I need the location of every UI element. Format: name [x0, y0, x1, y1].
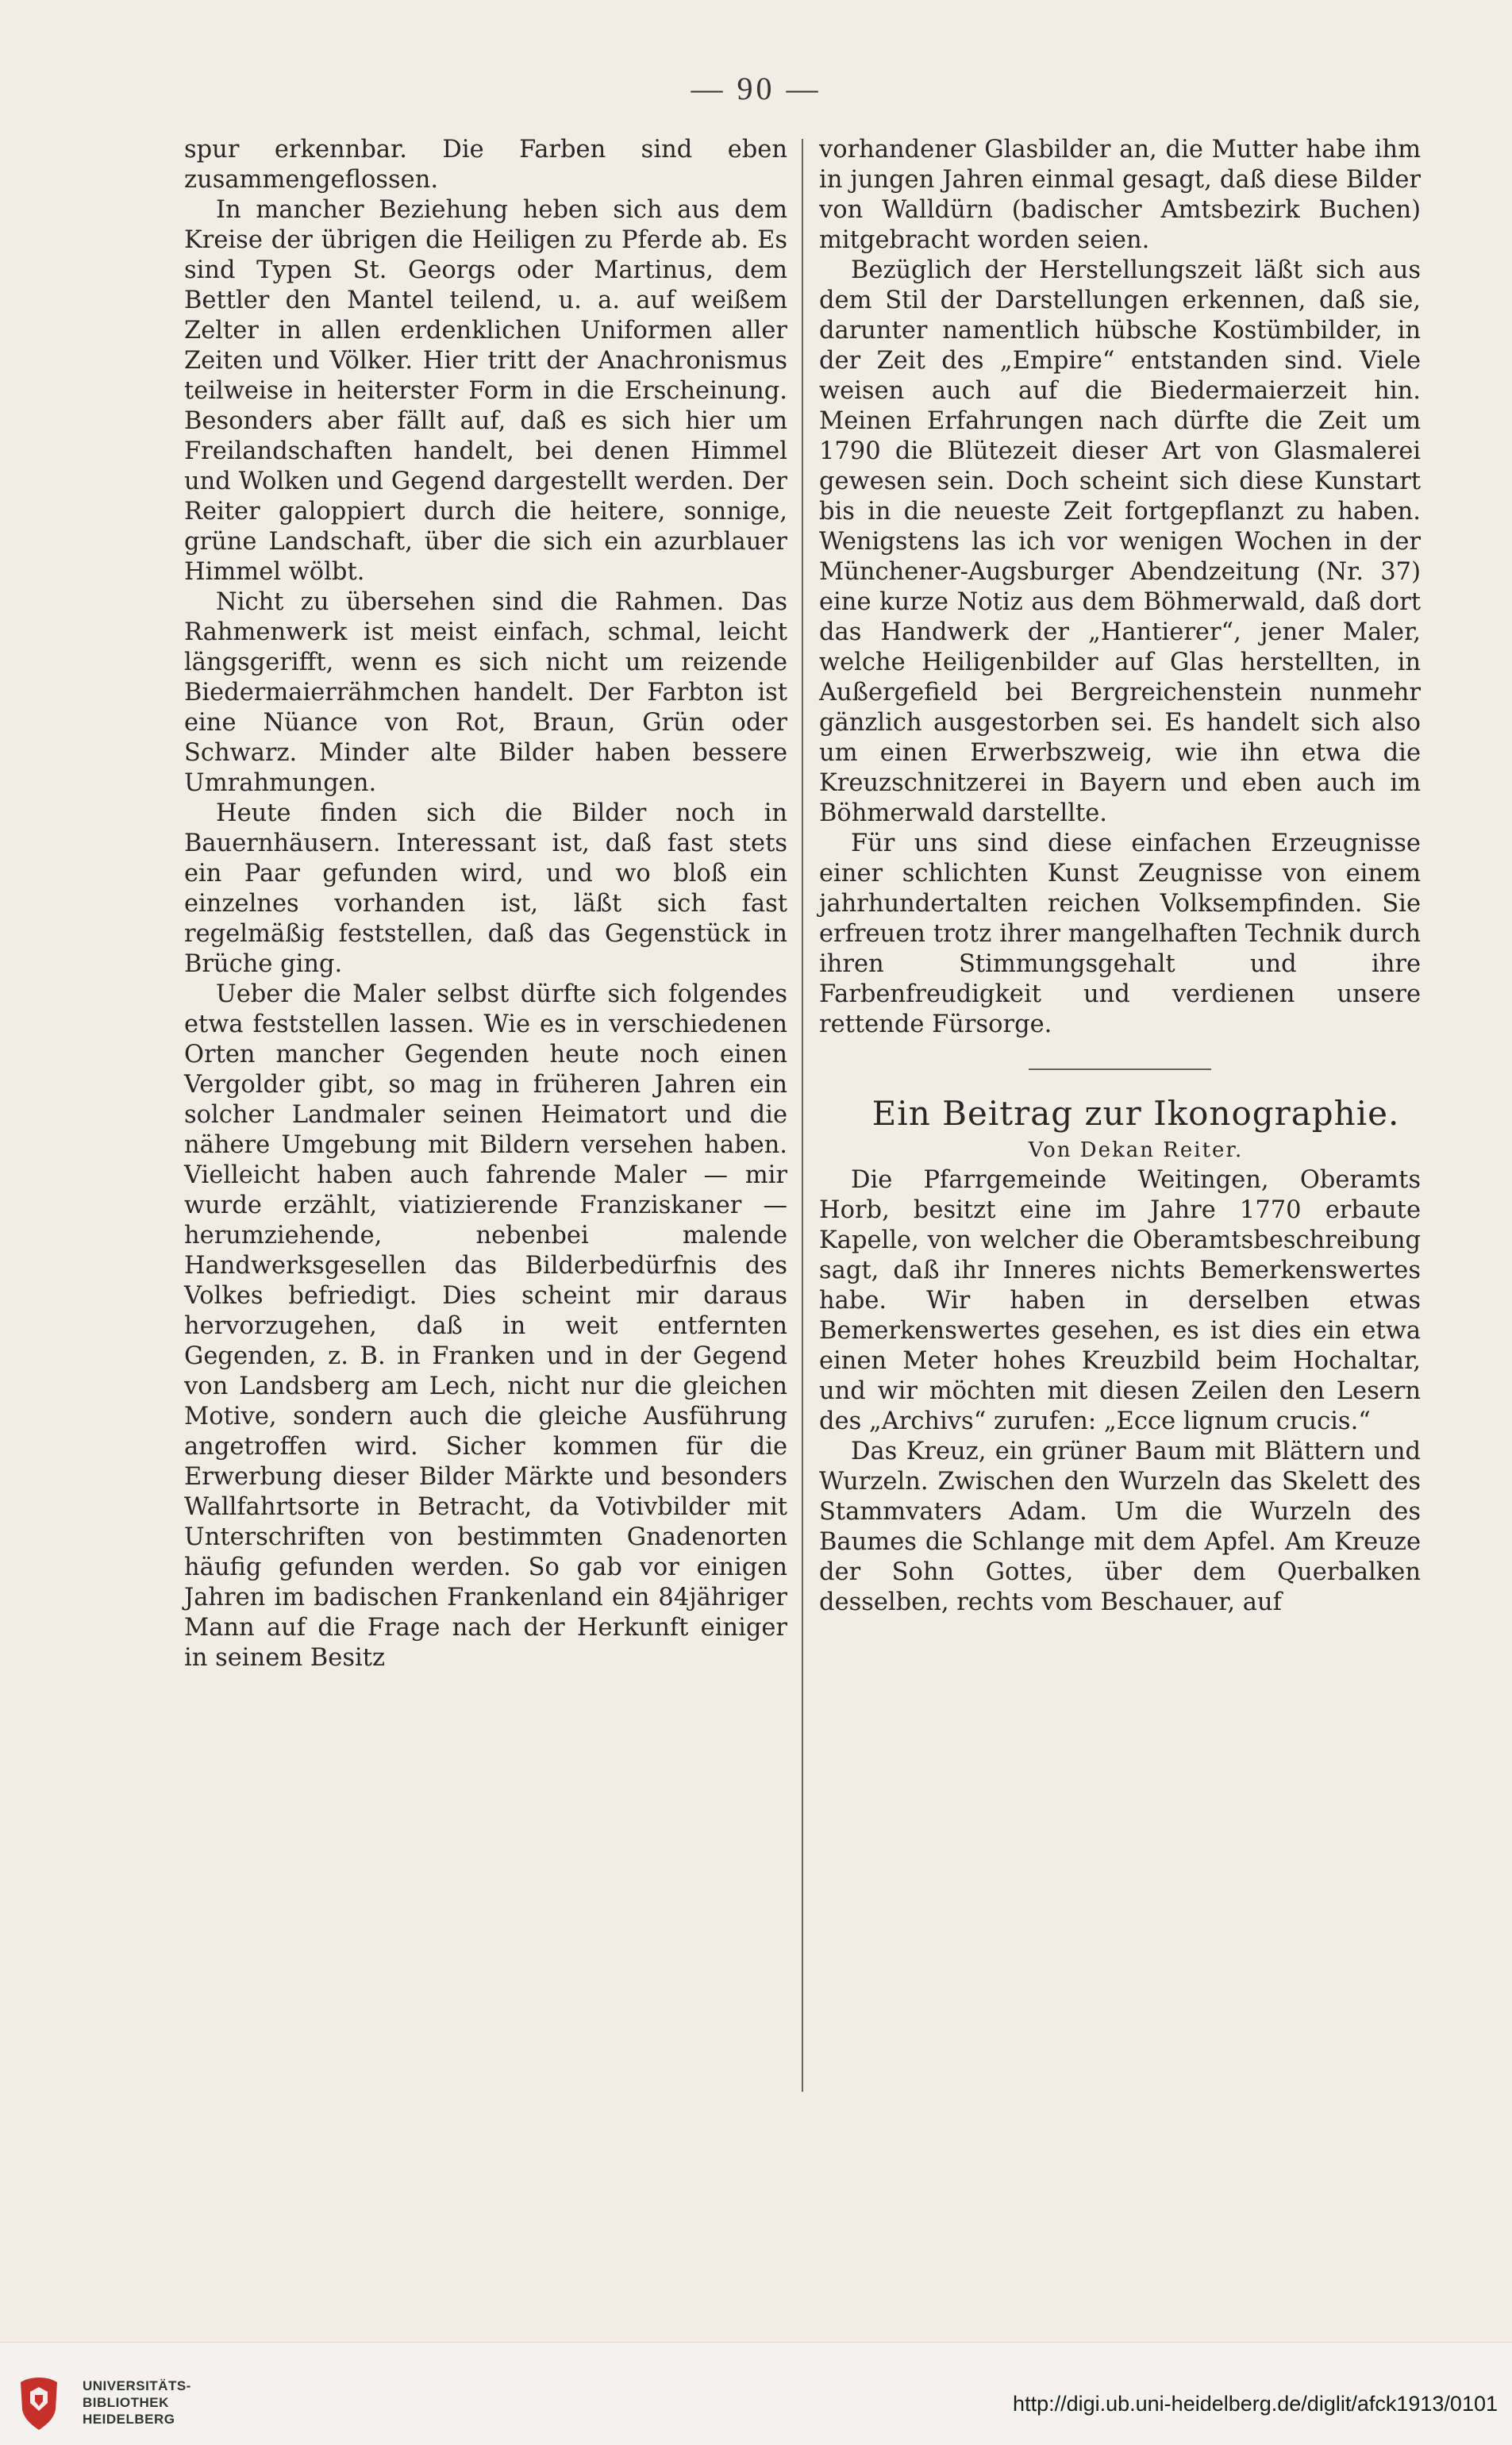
- page-number: — 90 —: [691, 71, 821, 106]
- paragraph: spur erkennbar. Die Farben sind eben zusammengeflossen.: [184, 136, 787, 194]
- article-title: Ein Beitrag zur Ikonographie.: [871, 1094, 1400, 1133]
- paragraph: Für uns sind diese einfachen Erzeugnisse einer schlichten Kunst Zeugnisse von einem jahrhundertalten reichen Volksempfinden. Sie erfreuen trotz ihrer mangelhaften Technik durch ihren Stimmungsgehalt und ihre Farbenfreudigkeit und verdienen unsere rettende Fürsorge.: [819, 830, 1421, 1038]
- paragraph: Bezüglich der Herstellungszeit läßt sich aus dem Stil der Darstellungen erkennen, daß sie, darunter namentlich hübsche Kostümbilder, in der Zeit des „Empire“ entstanden sind. Viele weisen auch auf die Biedermaierzeit hin. Meinen Erfahrungen nach dürfte die Zeit um 1790 die Blütezeit dieser Art von Glasmalerei gewesen sein. Doch scheint sich diese Kunstart bis in die neueste Zeit fortgepflanzt zu haben. Wenigstens las ich vor wenigen Wochen in der Münchener-Augsburger Abendzeitung (Nr. 37) eine kurze Notiz aus dem Böhmerwald, daß dort das Handwerk der „Hantierer“, jener Maler, welche Heiligenbilder auf Glas herstellten, in Außergefield bei Bergreichenstein nunmehr gänzlich ausgestorben sei. Es handelt sich also um einen Erwerbszweig, wie ihn etwa die Kreuzschnitzerei in Bayern und eben auch im Böhmerwald darstellte.: [819, 256, 1421, 827]
- paragraph: Nicht zu übersehen sind die Rahmen. Das Rahmenwerk ist meist einfach, schmal, leicht längsgerifft, wenn es sich nicht um reizende Biedermaierrähmchen handelt. Der Farbton ist eine Nüance von Rot, Braun, Grün oder Schwarz. Minder alte Bilder haben bessere Umrahmungen.: [184, 588, 787, 797]
- paragraph: In mancher Beziehung heben sich aus dem Kreise der übrigen die Heiligen zu Pferde ab. Es sind Typen St. Georgs oder Martinus, dem Bettler den Mantel teilend, u. a. auf weißem Zelter in allen erdenklichen Uniformen aller Zeiten und Völker. Hier tritt der Anachronismus teilweise in heiterster Form in die Erscheinung. Besonders aber fällt auf, daß es sich hier um Freilandschaften handelt, bei denen Himmel und Wolken und Gegend dargestellt werden. Der Reiter galoppiert durch die heitere, sonnige, grüne Landschaft, über die sich ein azurblauer Himmel wölbt.: [184, 196, 787, 586]
- paragraph: Das Kreuz, ein grüner Baum mit Blättern und Wurzeln. Zwischen den Wurzeln das Skelett des Stammvaters Adam. Um die Wurzeln des Baumes die Schlange mit dem Apfel. Am Kreuze der Sohn Gottes, über dem Querbalken desselben, rechts vom Beschauer, auf: [819, 1438, 1421, 1616]
- institution-line: HEIDELBERG: [83, 2412, 175, 2427]
- paragraph: Heute finden sich die Bilder noch in Bauernhäusern. Interessant ist, daß fast stets ein Paar gefunden wird, und wo bloß ein einzelnes vorhanden ist, läßt sich fast regelmäßig feststellen, daß das Gegenstück in Brüche ging.: [184, 799, 787, 978]
- institution-line: UNIVERSITÄTS-: [83, 2378, 191, 2393]
- column-divider: [802, 139, 803, 2092]
- paragraph: Ueber die Maler selbst dürfte sich folgendes etwa feststellen lassen. Wie es in verschiedenen Orten mancher Gegenden heute noch einen Vergolder gibt, so mag in früheren Jahren ein solcher Landmaler seinen Heimatort und die nähere Umgebung mit Bildern versehen haben. Vielleicht haben auch fahrende Maler — mir wurde erzählt, viatizierende Franziskaner — herumziehende, nebenbei malende Handwerksgesellen das Bilderbedürfnis des Volkes befriedigt. Dies scheint mir daraus hervorzugehen, daß in weit entfernten Gegenden, z. B. in Franken und in der Gegend von Landsberg am Lech, nicht nur die gleichen Motive, sondern auch die gleiche Ausführung angetroffen wird. Sicher kommen für die Erwerbung dieser Bilder Märkte und besonders Wallfahrtsorte in Betracht, da Votivbilder mit Unterschriften von bestimmten Gnadenorten häufig gefunden werden. So gab vor einigen Jahren im badischen Frankenland ein 84jähriger Mann auf die Frage nach der Herkunft einiger in seinem Besitz: [184, 980, 787, 1672]
- footer-bar: [0, 2342, 1512, 2445]
- paragraph: vorhandener Glasbilder an, die Mutter habe ihm in jungen Jahren einmal gesagt, daß diese Bilder von Walldürn (badischer Amtsbezirk Buchen) mitgebracht worden seien.: [819, 136, 1421, 254]
- article-author: Von Dekan Reiter.: [1028, 1138, 1244, 1162]
- permalink-url[interactable]: http://digi.ub.uni-heidelberg.de/diglit/afck1913/0101: [1013, 2392, 1498, 2416]
- paragraph: Die Pfarrgemeinde Weitingen, Oberamts Horb, besitzt eine im Jahre 1770 erbaute Kapelle, von welcher die Oberamtsbeschreibung sagt, daß ihr Inneres nichts Bemerkenswertes habe. Wir haben in derselben etwas Bemerkenswertes gesehen, es ist dies ein etwa einen Meter hohes Kreuzbild beim Hochaltar, und wir möchten mit diesen Zeilen den Lesern des „Archivs“ zurufen: „Ecce lignum crucis.“: [819, 1166, 1421, 1435]
- column-left: [184, 135, 787, 1673]
- column-right: [819, 135, 1421, 1618]
- section-divider: [1029, 1068, 1211, 1070]
- university-seal-icon[interactable]: [16, 2374, 62, 2432]
- institution-line: BIBLIOTHEK: [83, 2395, 169, 2410]
- institution-name[interactable]: [83, 2378, 191, 2428]
